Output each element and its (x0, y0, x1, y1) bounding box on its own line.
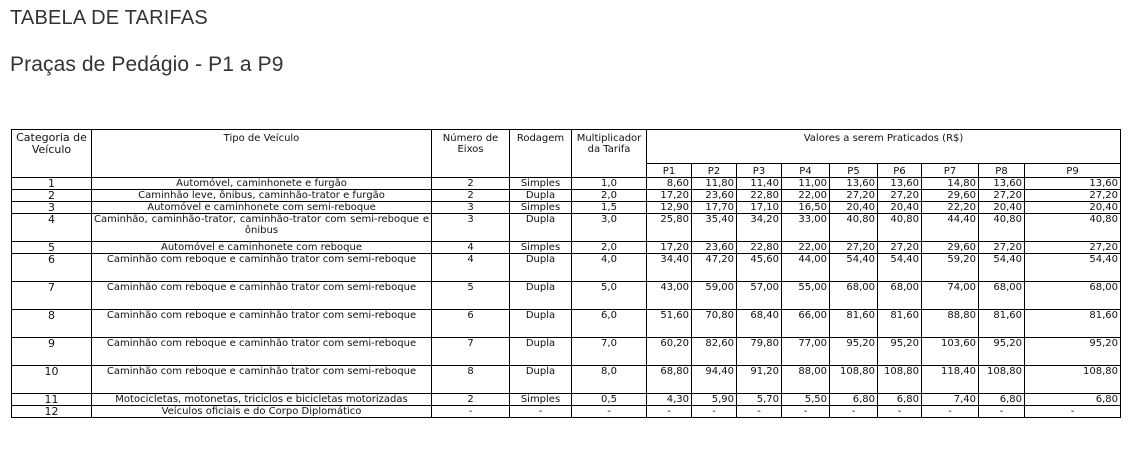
cell-valor-p8: 81,60 (979, 310, 1025, 338)
table-header-row (12, 130, 1121, 164)
cell-valor-p2: 94,40 (692, 366, 737, 394)
cell-valor-p2: 17,70 (692, 202, 737, 214)
cell-valor-p8: 6,80 (979, 394, 1025, 406)
cell-valor-p3: 11,40 (737, 178, 782, 190)
cell-categoria: 11 (12, 394, 92, 406)
table-row (12, 202, 1121, 214)
cell-categoria: 9 (12, 338, 92, 366)
header-praca-p8: P8 (979, 164, 1025, 178)
cell-categoria: 5 (12, 242, 92, 254)
table-row (12, 254, 1121, 282)
table-row (12, 242, 1121, 254)
cell-valor-p6: 68,00 (878, 282, 922, 310)
cell-multiplicador: 0,5 (572, 394, 647, 406)
header-praca-p9: P9 (1025, 164, 1121, 178)
cell-categoria: 10 (12, 366, 92, 394)
cell-valor-p5: 40,80 (830, 214, 878, 242)
table-row (12, 366, 1121, 394)
cell-valor-p8: - (979, 406, 1025, 418)
cell-eixos: 7 (432, 338, 510, 366)
cell-valor-p9: 6,80 (1025, 394, 1121, 406)
cell-tipo: Motocicletas, motonetas, triciclos e bicicletas motorizadas (92, 394, 432, 406)
cell-rodagem: Simples (510, 242, 572, 254)
cell-valor-p6: 27,20 (878, 190, 922, 202)
cell-categoria: 4 (12, 214, 92, 242)
cell-valor-p4: 22,00 (782, 190, 830, 202)
cell-tipo: Caminhão com reboque e caminhão trator com semi-reboque (92, 366, 432, 394)
header-categoria: Categoria de Veículo (12, 130, 92, 178)
cell-valor-p6: 13,60 (878, 178, 922, 190)
cell-valor-p1: - (647, 406, 692, 418)
cell-valor-p2: 23,60 (692, 242, 737, 254)
cell-eixos: - (432, 406, 510, 418)
cell-valor-p8: 40,80 (979, 214, 1025, 242)
cell-rodagem: Dupla (510, 338, 572, 366)
header-praca-p1: P1 (647, 164, 692, 178)
cell-eixos: 8 (432, 366, 510, 394)
cell-multiplicador: 3,0 (572, 214, 647, 242)
cell-rodagem: Simples (510, 394, 572, 406)
cell-valor-p1: 60,20 (647, 338, 692, 366)
table-row (12, 310, 1121, 338)
cell-eixos: 2 (432, 190, 510, 202)
cell-multiplicador: 2,0 (572, 242, 647, 254)
cell-valor-p6: 108,80 (878, 366, 922, 394)
cell-valor-p8: 54,40 (979, 254, 1025, 282)
cell-rodagem: Dupla (510, 190, 572, 202)
cell-categoria: 2 (12, 190, 92, 202)
cell-valor-p3: 17,10 (737, 202, 782, 214)
cell-valor-p7: 29,60 (922, 242, 979, 254)
cell-valor-p3: 45,60 (737, 254, 782, 282)
cell-valor-p5: 27,20 (830, 190, 878, 202)
cell-valor-p5: 108,80 (830, 366, 878, 394)
cell-valor-p1: 8,60 (647, 178, 692, 190)
cell-valor-p7: 44,40 (922, 214, 979, 242)
cell-valor-p6: 81,60 (878, 310, 922, 338)
cell-valor-p9: 81,60 (1025, 310, 1121, 338)
cell-valor-p9: 108,80 (1025, 366, 1121, 394)
cell-multiplicador: 5,0 (572, 282, 647, 310)
cell-eixos: 3 (432, 214, 510, 242)
cell-valor-p2: 35,40 (692, 214, 737, 242)
cell-valor-p9: 27,20 (1025, 242, 1121, 254)
cell-valor-p9: 27,20 (1025, 190, 1121, 202)
cell-tipo: Caminhão leve, ônibus, caminhão-trator e furgão (92, 190, 432, 202)
cell-valor-p8: 27,20 (979, 190, 1025, 202)
cell-valor-p8: 108,80 (979, 366, 1025, 394)
cell-valor-p7: 14,80 (922, 178, 979, 190)
cell-valor-p6: 95,20 (878, 338, 922, 366)
cell-valor-p2: 47,20 (692, 254, 737, 282)
cell-valor-p2: 82,60 (692, 338, 737, 366)
cell-tipo: Automóvel, caminhonete e furgão (92, 178, 432, 190)
cell-categoria: 6 (12, 254, 92, 282)
cell-valor-p9: 68,00 (1025, 282, 1121, 310)
cell-valor-p4: 44,00 (782, 254, 830, 282)
tariff-table (11, 129, 1121, 418)
cell-valor-p5: - (830, 406, 878, 418)
cell-valor-p1: 43,00 (647, 282, 692, 310)
cell-eixos: 5 (432, 282, 510, 310)
cell-rodagem: - (510, 406, 572, 418)
cell-valor-p5: 68,00 (830, 282, 878, 310)
cell-valor-p3: 22,80 (737, 190, 782, 202)
cell-valor-p1: 17,20 (647, 242, 692, 254)
cell-valor-p4: 5,50 (782, 394, 830, 406)
cell-categoria: 12 (12, 406, 92, 418)
cell-valor-p7: 74,00 (922, 282, 979, 310)
cell-valor-p7: 118,40 (922, 366, 979, 394)
cell-valor-p8: 27,20 (979, 242, 1025, 254)
cell-valor-p9: 54,40 (1025, 254, 1121, 282)
cell-valor-p8: 13,60 (979, 178, 1025, 190)
cell-valor-p3: 91,20 (737, 366, 782, 394)
table-row (12, 214, 1121, 242)
cell-multiplicador: 4,0 (572, 254, 647, 282)
cell-valor-p9: 13,60 (1025, 178, 1121, 190)
cell-valor-p9: 20,40 (1025, 202, 1121, 214)
cell-rodagem: Dupla (510, 366, 572, 394)
cell-eixos: 3 (432, 202, 510, 214)
cell-multiplicador: 6,0 (572, 310, 647, 338)
header-tipo: Tipo de Veículo (92, 130, 432, 178)
cell-valor-p4: 77,00 (782, 338, 830, 366)
cell-valor-p1: 34,40 (647, 254, 692, 282)
cell-rodagem: Dupla (510, 214, 572, 242)
table-row (12, 338, 1121, 366)
cell-categoria: 7 (12, 282, 92, 310)
cell-valor-p4: 55,00 (782, 282, 830, 310)
cell-valor-p1: 51,60 (647, 310, 692, 338)
table-row (12, 178, 1121, 190)
cell-eixos: 4 (432, 254, 510, 282)
header-praca-p5: P5 (830, 164, 878, 178)
cell-multiplicador: 8,0 (572, 366, 647, 394)
cell-eixos: 4 (432, 242, 510, 254)
cell-categoria: 1 (12, 178, 92, 190)
cell-valor-p7: 88,80 (922, 310, 979, 338)
cell-valor-p9: 95,20 (1025, 338, 1121, 366)
header-multiplicador: Multiplicador da Tarifa (572, 130, 647, 178)
cell-tipo: Automóvel e caminhonete com semi-reboque (92, 202, 432, 214)
cell-valor-p2: 5,90 (692, 394, 737, 406)
cell-valor-p7: 22,20 (922, 202, 979, 214)
cell-valor-p6: 20,40 (878, 202, 922, 214)
cell-valor-p7: - (922, 406, 979, 418)
table-row (12, 282, 1121, 310)
cell-valor-p2: - (692, 406, 737, 418)
cell-multiplicador: 2,0 (572, 190, 647, 202)
page-subtitle: Praças de Pedágio - P1 a P9 (10, 53, 284, 76)
cell-valor-p7: 29,60 (922, 190, 979, 202)
cell-valor-p8: 68,00 (979, 282, 1025, 310)
cell-valor-p5: 6,80 (830, 394, 878, 406)
cell-valor-p2: 59,00 (692, 282, 737, 310)
cell-valor-p4: 22,00 (782, 242, 830, 254)
header-praca-p3: P3 (737, 164, 782, 178)
cell-valor-p3: 79,80 (737, 338, 782, 366)
cell-eixos: 2 (432, 394, 510, 406)
cell-rodagem: Dupla (510, 282, 572, 310)
cell-valor-p5: 20,40 (830, 202, 878, 214)
cell-valor-p7: 103,60 (922, 338, 979, 366)
cell-valor-p7: 59,20 (922, 254, 979, 282)
cell-tipo: Caminhão com reboque e caminhão trator com semi-reboque (92, 282, 432, 310)
cell-valor-p9: 40,80 (1025, 214, 1121, 242)
header-praca-p7: P7 (922, 164, 979, 178)
cell-tipo: Veículos oficiais e do Corpo Diplomático (92, 406, 432, 418)
cell-valor-p4: 88,00 (782, 366, 830, 394)
cell-valor-p5: 81,60 (830, 310, 878, 338)
cell-valor-p2: 11,80 (692, 178, 737, 190)
cell-valor-p5: 27,20 (830, 242, 878, 254)
cell-tipo: Automóvel e caminhonete com reboque (92, 242, 432, 254)
cell-valor-p9: - (1025, 406, 1121, 418)
page-title: TABELA DE TARIFAS (10, 7, 208, 29)
cell-valor-p3: 22,80 (737, 242, 782, 254)
cell-rodagem: Simples (510, 178, 572, 190)
table-body (12, 178, 1121, 418)
cell-valor-p2: 23,60 (692, 190, 737, 202)
cell-valor-p4: 11,00 (782, 178, 830, 190)
table-row (12, 394, 1121, 406)
cell-valor-p6: 6,80 (878, 394, 922, 406)
cell-valor-p6: 54,40 (878, 254, 922, 282)
cell-eixos: 6 (432, 310, 510, 338)
header-eixos: Número de Eixos (432, 130, 510, 178)
table-row (12, 190, 1121, 202)
cell-tipo: Caminhão, caminhão-trator, caminhão-trator com semi-reboque e ônibus (92, 214, 432, 242)
cell-tipo: Caminhão com reboque e caminhão trator com semi-reboque (92, 254, 432, 282)
cell-valor-p3: 34,20 (737, 214, 782, 242)
cell-valor-p4: - (782, 406, 830, 418)
cell-valor-p8: 95,20 (979, 338, 1025, 366)
cell-rodagem: Simples (510, 202, 572, 214)
cell-valor-p7: 7,40 (922, 394, 979, 406)
cell-valor-p3: 5,70 (737, 394, 782, 406)
cell-valor-p1: 4,30 (647, 394, 692, 406)
cell-valor-p3: - (737, 406, 782, 418)
cell-valor-p4: 33,00 (782, 214, 830, 242)
header-rodagem: Rodagem (510, 130, 572, 178)
cell-valor-p4: 66,00 (782, 310, 830, 338)
cell-multiplicador: 1,5 (572, 202, 647, 214)
header-praca-p2: P2 (692, 164, 737, 178)
cell-rodagem: Dupla (510, 254, 572, 282)
header-praca-p4: P4 (782, 164, 830, 178)
header-praca-p6: P6 (878, 164, 922, 178)
cell-valor-p1: 25,80 (647, 214, 692, 242)
cell-valor-p5: 54,40 (830, 254, 878, 282)
cell-valor-p8: 20,40 (979, 202, 1025, 214)
cell-valor-p2: 70,80 (692, 310, 737, 338)
cell-valor-p4: 16,50 (782, 202, 830, 214)
cell-valor-p1: 17,20 (647, 190, 692, 202)
cell-eixos: 2 (432, 178, 510, 190)
cell-rodagem: Dupla (510, 310, 572, 338)
cell-valor-p1: 68,80 (647, 366, 692, 394)
header-valores: Valores a serem Praticados (R$) (647, 130, 1121, 164)
cell-valor-p6: - (878, 406, 922, 418)
cell-tipo: Caminhão com reboque e caminhão trator com semi-reboque (92, 310, 432, 338)
cell-categoria: 8 (12, 310, 92, 338)
cell-categoria: 3 (12, 202, 92, 214)
table-row (12, 406, 1121, 418)
cell-multiplicador: 7,0 (572, 338, 647, 366)
cell-valor-p5: 13,60 (830, 178, 878, 190)
cell-valor-p3: 57,00 (737, 282, 782, 310)
cell-valor-p5: 95,20 (830, 338, 878, 366)
cell-multiplicador: - (572, 406, 647, 418)
cell-multiplicador: 1,0 (572, 178, 647, 190)
cell-valor-p3: 68,40 (737, 310, 782, 338)
cell-valor-p6: 40,80 (878, 214, 922, 242)
cell-valor-p6: 27,20 (878, 242, 922, 254)
cell-valor-p1: 12,90 (647, 202, 692, 214)
cell-tipo: Caminhão com reboque e caminhão trator com semi-reboque (92, 338, 432, 366)
